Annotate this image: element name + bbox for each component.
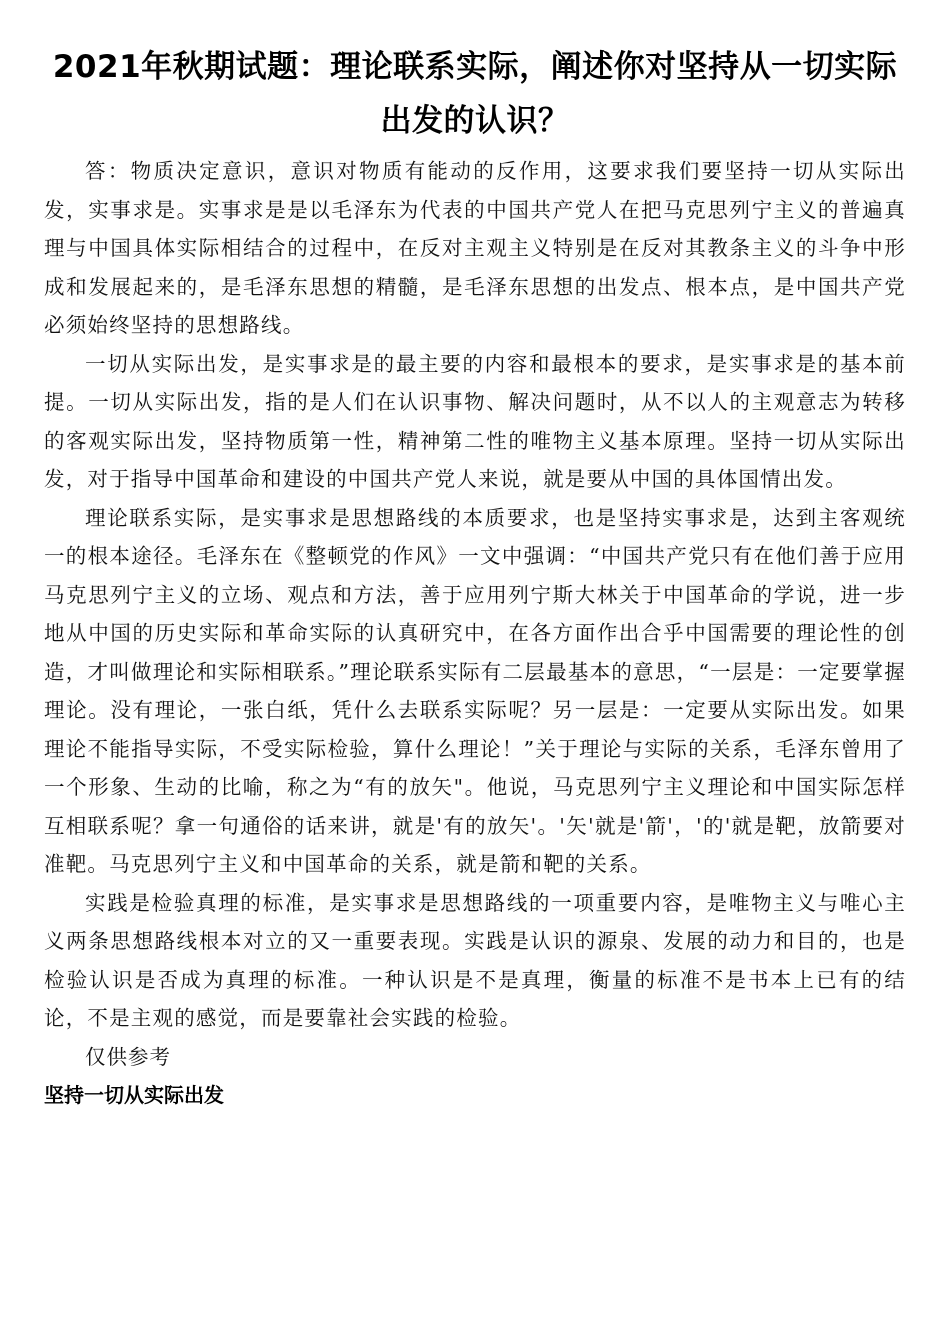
footer-heading: 坚持一切从实际出发 — [44, 1083, 224, 1107]
answer-paragraph-3: 理论联系实际，是实事求是思想路线的本质要求，也是坚持实事求是，达到主客观统一的根本途径。毛泽东在《整顿党的作风》一文中强调：“中国共产党只有在他们善于应用马克思列宁主义的立场、观点和方法，善于应用列宁斯大林关于中国革命的学说，进一步地从中国的历史实际和革命实际的认真研究中，在各方面作出合乎中国需要的理论性的创造，才叫做理论和实际相联系。”理论联系实际有二层最基本的意思，“一层是：一定要掌握理论。没有理论，一张白纸，凭什么去联系实际呢？另一层是：一定要从实际出发。如果理论不能指导实际，不受实际检验，算什么理论！”关于理论与实际的关系，毛泽东曾用了一个形象、生动的比喻，称之为“有的放矢"。他说，马克思列宁主义理论和中国实际怎样互相联系呢？拿一句通俗的话来讲，就是'有的放矢'。'矢'就是'箭'，'的'就是靶，放箭要对准靶。马克思列宁主义和中国革命的关系，就是箭和靶的关系。 — [44, 505, 906, 876]
answer-paragraph-2: 一切从实际出发，是实事求是的最主要的内容和最根本的要求，是实事求是的基本前提。一切从实际出发，指的是人们在认识事物、解决问题时，从不以人的主观意志为转移的客观实际出发，坚持物质第一性，精神第二性的唯物主义基本原理。坚持一切从实际出发，对于指导中国革命和建设的中国共产党人来说，就是要从中国的具体国情出发。 — [44, 351, 906, 491]
document-title: 2021年秋期试题：理论联系实际，阐述你对坚持从一切实际出发的认识？ — [52, 49, 898, 139]
document-page — [44, 40, 906, 1114]
answer-paragraph-1: 答：物质决定意识，意识对物质有能动的反作用，这要求我们要坚持一切从实际出发，实事求是。实事求是是以毛泽东为代表的中国共产党人在把马克思列宁主义的普遍真理与中国具体实际相结合的过程中，在反对主观主义特别是在反对其教条主义的斗争中形成和发展起来的，是毛泽东思想的精髓，是毛泽东思想的出发点、根本点，是中国共产党必须始终坚持的思想路线。 — [44, 159, 906, 337]
reference-note: 仅供参考 — [85, 1044, 171, 1069]
answer-paragraph-4: 实践是检验真理的标准，是实事求是思想路线的一项重要内容，是唯物主义与唯心主义两条思想路线根本对立的又一重要表现。实践是认识的源泉、发展的动力和目的，也是检验认识是否成为真理的标准。一种认识是不是真理，衡量的标准不是书本上已有的结论，不是主观的感觉，而是要靠社会实践的检验。 — [44, 890, 906, 1030]
document-body — [44, 152, 906, 1076]
